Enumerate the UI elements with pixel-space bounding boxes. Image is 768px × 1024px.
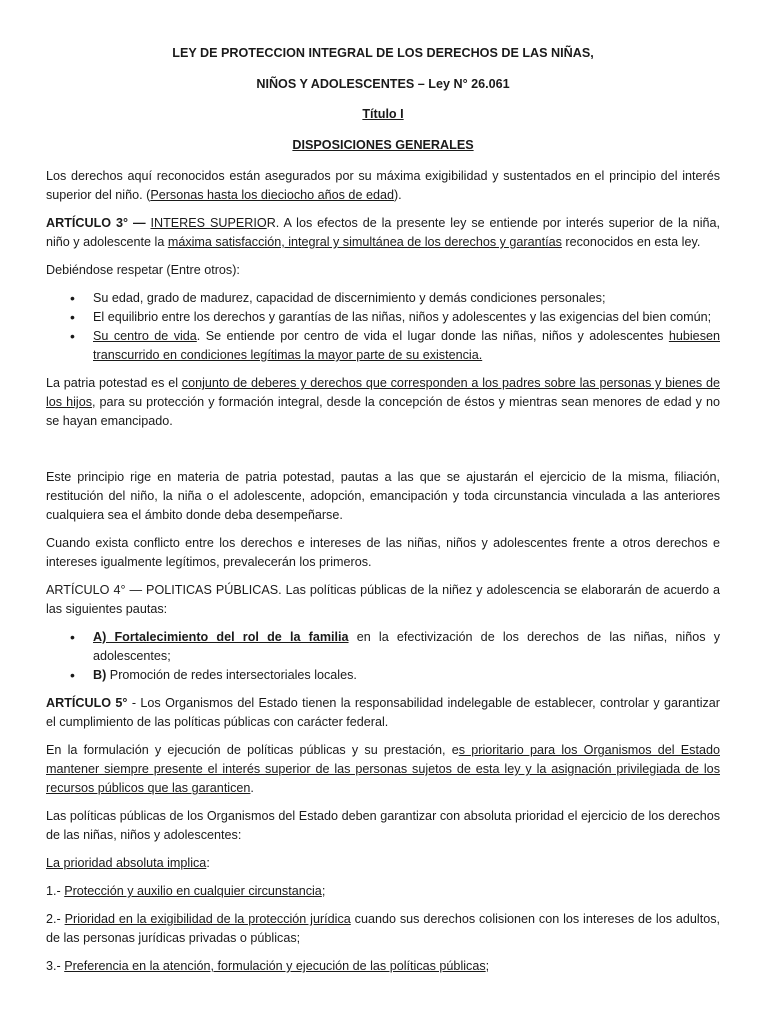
article-3-text: . A los efectos de la presente ley se entiende por interés superior de la niña, niño y adolescente la — [46, 216, 721, 249]
priority-item-2 — [46, 910, 720, 948]
centro-de-vida-underlined: hubiesen transcurrido en condiciones legítimas la mayor parte de su existencia. — [93, 329, 720, 362]
intro-paragraph — [46, 167, 720, 205]
centro-de-vida-text: . Se entiende por centro de vida el lugar donde las niñas, niños y adolescentes — [196, 329, 669, 343]
interes-superior-term-end: R — [266, 216, 276, 230]
bullet-icon: • — [70, 629, 75, 645]
bullet-icon: • — [70, 309, 75, 325]
patria-underlined: conjunto de deberes y derechos que corresponden a los padres sobre las personas y bienes de los hijos — [46, 376, 720, 409]
disposiciones-heading: DISPOSICIONES GENERALES — [292, 138, 474, 152]
formulacion-underlined: s prioritario para los Organismos del Estado mantener siempre presente el interés superior de las personas sujetos de esta ley y la asignación privilegiada de los recursos públicos que las garanticen — [46, 743, 720, 795]
list-item-text: Su edad, grado de madurez, capacidad de discernimiento y demás condiciones personales; — [93, 291, 606, 305]
item-text: ; — [321, 884, 326, 898]
politicas-paragraph: Las políticas públicas de los Organismos del Estado deben garantizar con absoluta prioridad el ejercicio de los derechos de las niñas, niños y adolescentes: — [46, 809, 720, 842]
formulacion-text-end: . — [250, 781, 254, 795]
formulacion-paragraph — [46, 741, 720, 798]
centro-de-vida-term: Su centro de vida — [93, 329, 197, 343]
respetar-line: Debiéndose respetar (Entre otros): — [46, 263, 240, 277]
pautas-list — [46, 628, 720, 685]
prioridad-colon: : — [206, 856, 210, 870]
patria-potestad-paragraph — [46, 374, 720, 431]
intro-text-end: ). — [393, 188, 402, 202]
item-number: 2.- — [46, 912, 61, 926]
patria-text-end: , para su protección y formación integral, desde la concepción de éstos y mientras sean menores de edad y no se hayan emancipado. — [46, 395, 721, 428]
pauta-a-term: A) Fortalecimiento del rol de la familia — [93, 630, 349, 644]
bullet-icon: • — [70, 328, 75, 344]
list-item-text: El equilibrio entre los derechos y garantías de las niñas, niños y adolescentes y las exigencias del bien común; — [93, 310, 712, 324]
item-number: 3.- — [46, 959, 61, 973]
list-item — [46, 327, 720, 365]
article-5-text: - Los Organismos del Estado tienen la responsabilidad indelegable de establecer, controlar y garantizar el cumplimiento de las políticas públicas con carácter federal. — [46, 696, 720, 729]
item-underlined: Protección y auxilio en cualquier circunstancia — [64, 884, 322, 898]
bullet-icon: • — [70, 290, 75, 306]
item-text: cuando sus derechos colisionen con los intereses de los adultos, de las personas jurídicas privadas o públicas; — [46, 912, 721, 945]
article-5-heading: ARTÍCULO 5° — [46, 696, 128, 710]
blank-space — [46, 440, 720, 468]
bullet-icon: • — [70, 667, 75, 683]
interes-superior-term: INTERES SUPERIO — [150, 216, 267, 230]
list-item — [46, 289, 720, 308]
principio-paragraph: Este principio rige en materia de patria potestad, pautas a las que se ajustarán el ejercicio de la misma, filiación, restitución del niño, la niña o el adolescente, adopción, emancipación y toda circunstancia vinculada a las anteriores cualquiera sea el ámbito donde deba desempeñarse. — [46, 470, 720, 522]
pauta-b-label: B) — [93, 668, 107, 682]
list-item — [46, 666, 720, 685]
article-3-text-end: reconocidos en esta ley. — [561, 235, 701, 249]
article-4-paragraph — [46, 581, 720, 619]
list-item — [46, 628, 720, 666]
pauta-b-text: Promoción de redes intersectoriales locales. — [106, 668, 357, 682]
prioridad-heading — [46, 854, 720, 873]
priority-item-1 — [46, 882, 720, 901]
article-4-heading: ARTÍCULO 4° — POLITICAS PÚBLICAS. — [46, 583, 282, 597]
patria-text: La patria potestad es el — [46, 376, 182, 390]
titulo-heading: Título I — [362, 107, 404, 121]
law-title-line2: NIÑOS Y ADOLESCENTES – Ley N° 26.061 — [256, 77, 510, 91]
article-4-text: Las políticas públicas de la niñez y adolescencia se elaborarán de acuerdo a las siguientes pautas: — [46, 583, 721, 616]
pauta-a-text: en la efectivización de los derechos de las niñas, niños y adolescentes; — [93, 630, 720, 663]
article-5-paragraph — [46, 694, 720, 732]
prioridad-label: La prioridad absoluta implica — [46, 856, 207, 870]
item-number: 1.- — [46, 884, 61, 898]
law-title-line1: LEY DE PROTECCION INTEGRAL DE LOS DERECHOS DE LAS NIÑAS, — [172, 46, 594, 60]
article-3-heading: ARTÍCULO 3° — — [46, 216, 146, 230]
formulacion-text: En la formulación y ejecución de políticas públicas y su prestación, e — [46, 743, 459, 757]
item-underlined: Prioridad en la exigibilidad de la protección jurídica — [64, 912, 351, 926]
article-3-underlined: máxima satisfacción, integral y simultánea de los derechos y garantías — [167, 235, 562, 249]
item-underlined: Preferencia en la atención, formulación y ejecución de las políticas públicas — [64, 959, 486, 973]
list-item — [46, 308, 720, 327]
intro-underlined: Personas hasta los dieciocho años de edad — [150, 188, 394, 202]
intro-text: Los derechos aquí reconocidos están asegurados por su máxima exigibilidad y sustentados en el principio del interés superior del niño. ( — [46, 169, 720, 202]
item-text: ; — [485, 959, 490, 973]
conditions-list — [46, 289, 720, 365]
article-3-paragraph — [46, 214, 720, 252]
priority-item-3 — [46, 957, 720, 976]
conflicto-paragraph: Cuando exista conflicto entre los derechos e intereses de las niñas, niños y adolescentes frente a otros derechos e intereses igualmente legítimos, prevalecerán los primeros. — [46, 536, 720, 569]
